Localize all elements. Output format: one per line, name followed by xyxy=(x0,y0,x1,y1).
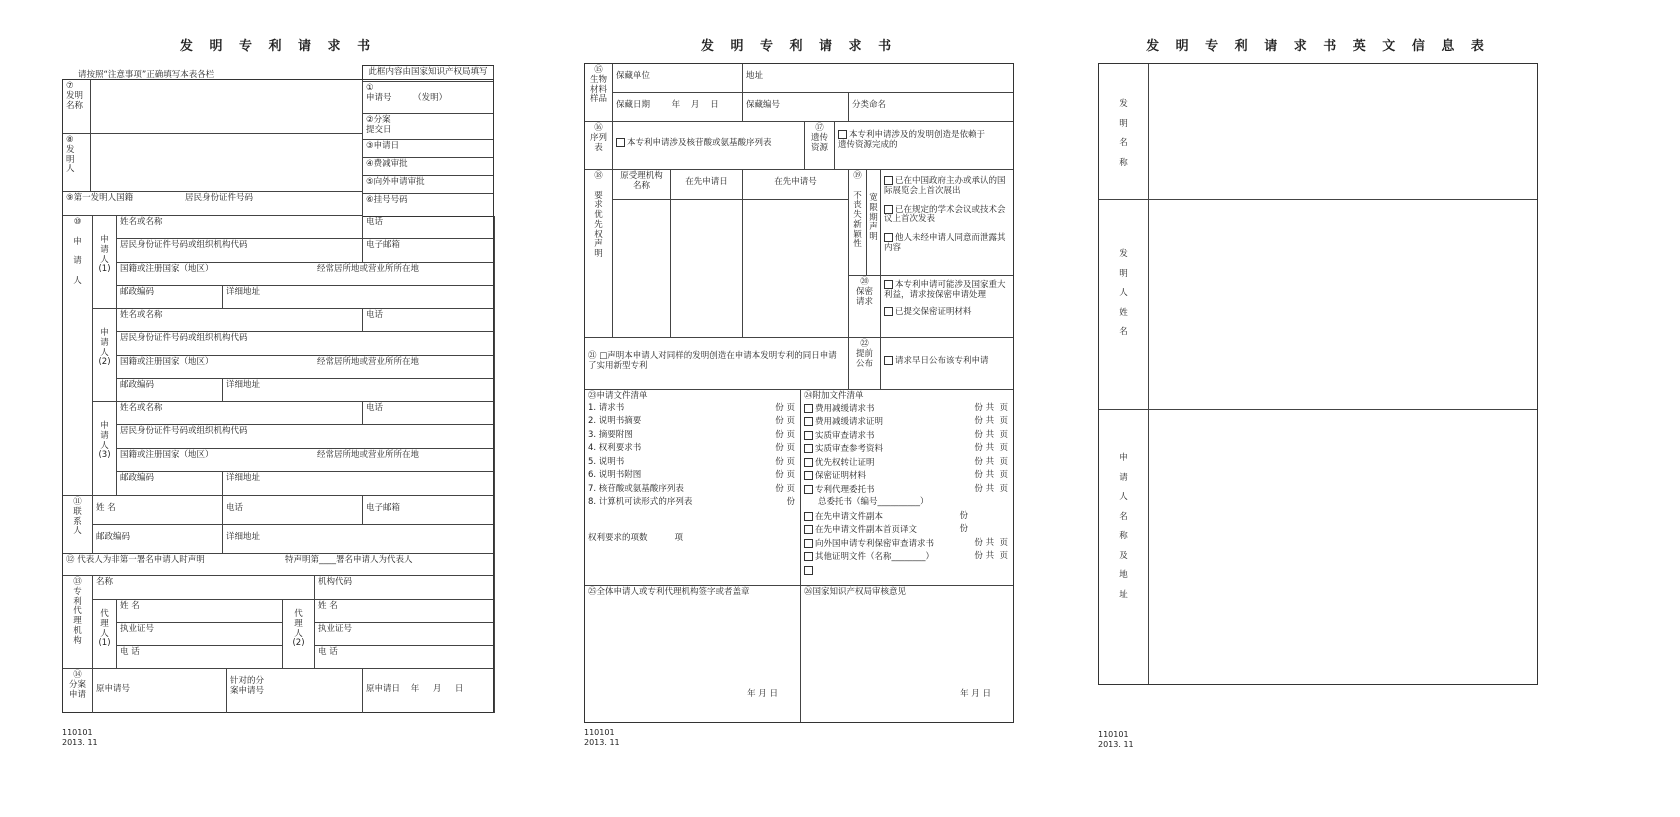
applicant-2-phone[interactable]: 电话 xyxy=(363,309,495,332)
doc-item xyxy=(588,471,797,485)
main-form xyxy=(584,63,1014,723)
applicant-3-phone[interactable]: 电话 xyxy=(363,402,495,425)
applicant-1-tag: 申 请 人 (1) xyxy=(93,216,117,309)
attach-checkbox[interactable] xyxy=(804,444,813,453)
page-title: 发 明 专 利 请 求 书 xyxy=(700,39,898,54)
bio-label: ⑮ 生物 材料 样品 xyxy=(585,64,613,122)
novelty-checkbox-3[interactable] xyxy=(884,233,893,242)
attach-item[interactable] xyxy=(804,498,1010,512)
docs-list xyxy=(588,404,797,512)
contact-label: ⑪ 联 系 人 xyxy=(63,496,93,554)
first-inventor-label: ⑨第一发明人国籍 xyxy=(66,193,134,203)
attach-item-label: 在先申请文件副本首页译文 xyxy=(815,525,918,536)
applicant-3-postal[interactable]: 邮政编码 xyxy=(117,472,223,496)
secrecy-options xyxy=(881,276,1013,338)
attach-list xyxy=(804,404,1010,577)
seq-option[interactable] xyxy=(613,122,805,170)
novelty-label: ⑲ 不 丧 失 新 颖 性 xyxy=(849,170,867,276)
priority-label: ⑱ 要 求 优 先 权 声 明 xyxy=(585,170,613,338)
attach-item-unit: 份 共 页 xyxy=(974,470,1008,481)
novelty-item-1[interactable] xyxy=(884,176,1010,197)
priority-header-date: 在先申请日 xyxy=(671,170,743,200)
claims-count: 权利要求的项数 项 xyxy=(588,532,684,543)
secrecy-checkbox-1[interactable] xyxy=(884,280,893,289)
novelty-text-3: 他人未经申请人同意而泄露其内容 xyxy=(884,233,1006,253)
form-code: 110101 2013. 11 xyxy=(584,728,620,747)
bio-number[interactable]: 保藏编号 xyxy=(743,93,849,122)
english-applicant-field[interactable] xyxy=(1149,410,1537,684)
attach-panel xyxy=(801,390,1013,586)
secrecy-checkbox-2[interactable] xyxy=(884,307,893,316)
attach-item-unit: 份 共 页 xyxy=(974,416,1008,427)
genetic-text: 本专利申请涉及的发明创造是依赖于 遗传资源完成的 xyxy=(838,130,986,150)
applicant-2-nationality-row[interactable] xyxy=(117,356,495,379)
english-inventor-field[interactable] xyxy=(1149,200,1537,410)
office-field-app-no: ① 申请号 （发明） xyxy=(363,82,494,114)
agent-1-name[interactable]: 姓 名 xyxy=(117,600,283,623)
applicant-1-name[interactable]: 姓名或名称 xyxy=(117,216,363,239)
agent-1-cert[interactable]: 执业证号 xyxy=(117,623,283,646)
division-label: ⑭ 分案 申请 xyxy=(63,669,93,713)
bio-address[interactable]: 地址 xyxy=(743,64,1013,93)
original-app-date[interactable]: 原申请日 年 月 日 xyxy=(363,669,495,713)
office-field-filing-date: ③申请日 xyxy=(363,140,494,158)
applicant-label: ⑩ 申 请 人 xyxy=(63,216,93,496)
applicant-1-residence: 经常居所地或营业所所在地 xyxy=(317,264,420,274)
page-title: 发 明 专 利 请 求 书 xyxy=(179,39,377,54)
review-label: ㉖国家知识产权局审核意见 xyxy=(804,587,907,597)
doc-item-label: 1. 请求书 xyxy=(588,402,625,413)
attach-item-unit: 份 共 页 xyxy=(974,456,1008,467)
applicant-3-tag: 申 请 人 (3) xyxy=(93,402,117,496)
secrecy-text-1: 本专利申请可能涉及国家重大利益，请求按保密申请处理 xyxy=(884,280,1006,300)
early-label: ㉒ 提前 公布 xyxy=(849,338,881,390)
bio-class[interactable]: 分类命名 xyxy=(849,93,1013,122)
attach-item-unit: 份 共 页 xyxy=(974,483,1008,494)
attach-item-blank[interactable] xyxy=(804,566,1010,577)
attach-checkbox[interactable] xyxy=(804,404,813,413)
attach-item[interactable] xyxy=(804,512,1010,526)
inventor-field[interactable] xyxy=(91,134,363,192)
secrecy-text-2: 已提交保密证明材料 xyxy=(895,306,972,317)
seq-text: 本专利申请涉及核苷酸或氨基酸序列表 xyxy=(627,138,772,148)
early-option[interactable] xyxy=(881,338,1013,390)
priority-col-date[interactable] xyxy=(671,200,743,338)
page-title: 发 明 专 利 请 求 书 英 文 信 息 表 xyxy=(1146,39,1490,54)
grace-label: 宽 限 期 声 明 xyxy=(867,170,881,276)
representative-declaration: 特声明第____署名申请人为代表人 xyxy=(285,555,413,565)
attach-item[interactable] xyxy=(804,525,1010,539)
attach-item-label: 实质审查参考资料 xyxy=(815,444,884,455)
genetic-option[interactable] xyxy=(835,122,1013,170)
applicant-1-id[interactable]: 居民身份证件号码或组织机构代码 xyxy=(117,239,363,263)
signature-date: 年 月 日 xyxy=(747,689,778,699)
original-app-no[interactable]: 原申请号 xyxy=(93,669,227,713)
priority-header-office: 原受理机构 名称 xyxy=(613,170,671,200)
notice-text: 请按照“注意事项”正确填写本表各栏 xyxy=(78,70,215,80)
page-1 xyxy=(62,0,494,817)
attach-item-label: 在先申请文件副本 xyxy=(815,511,884,522)
applicant-1-address[interactable]: 详细地址 xyxy=(223,286,495,309)
applicant-2-residence: 经常居所地或营业所所在地 xyxy=(317,357,420,367)
seq-checkbox[interactable] xyxy=(616,138,625,147)
secrecy-item-1[interactable] xyxy=(884,280,1010,301)
priority-col-number[interactable] xyxy=(743,200,849,338)
applicant-3-address[interactable]: 详细地址 xyxy=(223,472,495,496)
attach-checkbox[interactable] xyxy=(804,471,813,480)
contact-email[interactable]: 电子邮箱 xyxy=(363,496,495,525)
doc-item-label: 4. 权利要求书 xyxy=(588,443,642,454)
first-inventor-row[interactable] xyxy=(63,192,363,216)
attach-item[interactable] xyxy=(804,552,1010,566)
page-2 xyxy=(584,0,1014,817)
attach-item[interactable] xyxy=(804,444,1010,458)
attach-item-label: 保密证明材料 xyxy=(815,471,867,482)
novelty-text-2: 已在规定的学术会议或技术会议上首次发表 xyxy=(884,204,1006,225)
office-field-foreign: ⑤向外申请审批 xyxy=(363,176,494,194)
english-info-form xyxy=(1098,63,1538,685)
applicant-1-postal[interactable]: 邮政编码 xyxy=(117,286,223,309)
attach-item-label: 总委托书（编号__________） xyxy=(818,497,929,508)
attach-item-unit: 份 xyxy=(959,524,968,535)
doc-item-unit: 份 页 xyxy=(775,416,795,427)
agency-name[interactable]: 名称 xyxy=(93,576,315,600)
invention-name-label: ⑦ 发明 名称 xyxy=(63,80,91,134)
form-right-border xyxy=(493,79,494,713)
id-number-label: 居民身份证件号码 xyxy=(185,193,254,203)
priority-header-number: 在先申请号 xyxy=(743,170,849,200)
agency-code[interactable]: 机构代码 xyxy=(315,576,495,600)
applicant-2-postal[interactable]: 邮政编码 xyxy=(117,379,223,402)
applicant-2-id[interactable]: 居民身份证件号码或组织机构代码 xyxy=(117,332,495,356)
docs-title: ㉓申请文件清单 xyxy=(588,391,648,401)
same-day-declaration[interactable]: ㉑ □声明本申请人对同样的发明创造在申请本发明专利的同日申请了实用新型专利 xyxy=(585,338,849,390)
attach-title: ㉔附加文件清单 xyxy=(804,391,864,401)
novelty-item-3[interactable] xyxy=(884,233,1010,254)
attach-item-unit: 份 共 页 xyxy=(974,537,1008,548)
attach-item-label: 其他证明文件（名称________） xyxy=(815,552,935,563)
office-field-division: ②分案 提交日 xyxy=(363,114,494,140)
agent-2-name[interactable]: 姓 名 xyxy=(315,600,495,623)
attach-checkbox[interactable] xyxy=(804,485,813,494)
attach-item-unit: 份 共 页 xyxy=(974,443,1008,454)
novelty-checkbox-1[interactable] xyxy=(884,176,893,185)
contact-name[interactable]: 姓 名 xyxy=(93,496,223,525)
english-invention-name-field[interactable] xyxy=(1149,64,1537,200)
attach-checkbox[interactable] xyxy=(804,525,813,534)
review-panel[interactable] xyxy=(801,586,1013,722)
applicant-2-address[interactable]: 详细地址 xyxy=(223,379,495,402)
contact-postal[interactable]: 邮政编码 xyxy=(93,525,223,554)
doc-item-unit: 份 页 xyxy=(775,429,795,440)
applicant-1-nationality: 国籍或注册国家（地区） xyxy=(120,264,214,274)
contact-address[interactable]: 详细地址 xyxy=(223,525,495,554)
office-field-fee: ④费减审批 xyxy=(363,158,494,176)
representative-row[interactable] xyxy=(63,554,495,576)
doc-item-label: 7. 核苷酸或氨基酸序列表 xyxy=(588,483,684,494)
doc-item-label: 5. 说明书 xyxy=(588,456,625,467)
main-form xyxy=(62,79,494,713)
doc-item-unit: 份 页 xyxy=(775,470,795,481)
early-checkbox[interactable] xyxy=(884,356,893,365)
attach-checkbox[interactable] xyxy=(804,539,813,548)
applicant-2-tag: 申 请 人 (2) xyxy=(93,309,117,402)
attach-item-label: 费用减缓请求书 xyxy=(815,403,875,414)
english-inventor-label: 发 明 人 姓 名 xyxy=(1099,200,1149,410)
review-date: 年 月 日 xyxy=(960,689,991,699)
doc-item xyxy=(588,444,797,458)
seq-label: ⑯ 序列 表 xyxy=(585,122,613,170)
novelty-options xyxy=(881,170,1013,276)
secrecy-item-2[interactable] xyxy=(884,307,1010,318)
doc-item xyxy=(588,417,797,431)
english-applicant-label: 申 请 人 名 称 及 地 址 xyxy=(1099,410,1149,684)
attach-item-label: 专利代理委托书 xyxy=(815,484,875,495)
signature-label: ㉕全体申请人或专利代理机构签字或者盖章 xyxy=(588,587,750,597)
doc-item-unit: 份 页 xyxy=(775,456,795,467)
english-invention-name-label: 发 明 名 称 xyxy=(1099,64,1149,200)
attach-item-label: 费用减缓请求证明 xyxy=(815,417,884,428)
priority-col-office[interactable] xyxy=(613,200,671,338)
agent-1-phone[interactable]: 电 话 xyxy=(117,646,283,669)
attach-item-unit: 份 共 页 xyxy=(974,551,1008,562)
office-field-reg-no: ⑥挂号号码 xyxy=(363,194,494,216)
applicant-3-nationality: 国籍或注册国家（地区） xyxy=(120,450,214,460)
agent-2-cert[interactable]: 执业证号 xyxy=(315,623,495,646)
doc-item-label: 6. 说明书附图 xyxy=(588,470,642,481)
applicant-1-phone[interactable]: 电话 xyxy=(363,216,495,239)
attach-item-unit: 份 共 页 xyxy=(974,429,1008,440)
contact-phone[interactable]: 电话 xyxy=(223,496,363,525)
applicant-3-name[interactable]: 姓名或名称 xyxy=(117,402,363,425)
applicant-2-nationality: 国籍或注册国家（地区） xyxy=(120,357,214,367)
doc-item-label: 2. 说明书摘要 xyxy=(588,416,642,427)
doc-item-unit: 份 页 xyxy=(775,483,795,494)
genetic-checkbox[interactable] xyxy=(838,130,847,139)
inventor-label: ⑧ 发 明 人 xyxy=(63,134,91,192)
novelty-checkbox-2[interactable] xyxy=(884,205,893,214)
attach-checkbox[interactable] xyxy=(804,458,813,467)
agency-label: ⑬ 专 利 代 理 机 构 xyxy=(63,576,93,669)
office-use-header: 此框内容由国家知识产权局填写 xyxy=(363,66,494,82)
attach-item-label: 优先权转让证明 xyxy=(815,457,875,468)
genetic-label: ⑰ 遗传 资源 xyxy=(805,122,835,170)
signature-panel[interactable] xyxy=(585,586,801,722)
bio-unit[interactable]: 保藏单位 xyxy=(613,64,743,93)
attach-item-unit: 份 xyxy=(959,510,968,521)
doc-item-unit: 份 页 xyxy=(775,443,795,454)
attach-item-label: 实质审查请求书 xyxy=(815,430,875,441)
form-code: 110101 2013. 11 xyxy=(62,728,98,747)
applicant-3-residence: 经常居所地或营业所所在地 xyxy=(317,450,420,460)
early-text: 请求早日公布该专利申请 xyxy=(895,356,989,366)
attach-item-label: 向外国申请专利保密审查请求书 xyxy=(815,538,935,549)
attach-checkbox[interactable] xyxy=(804,431,813,440)
applicant-1-nationality-row[interactable] xyxy=(117,263,495,286)
invention-name-field[interactable] xyxy=(91,80,363,134)
docs-panel xyxy=(585,390,801,586)
applicant-3-id[interactable]: 居民身份证件号码或组织机构代码 xyxy=(117,425,495,449)
secrecy-label: ⑳ 保密 请求 xyxy=(849,276,881,338)
doc-item-unit: 份 页 xyxy=(775,402,795,413)
applicant-2-name[interactable]: 姓名或名称 xyxy=(117,309,363,332)
agent-1-tag: 代 理 人 (1) xyxy=(93,600,117,669)
doc-item-label: 8. 计算机可读形式的序列表 xyxy=(588,497,693,508)
doc-item-label: 3. 摘要附图 xyxy=(588,429,633,440)
bio-date[interactable]: 保藏日期 年 月 日 xyxy=(613,93,743,122)
attach-checkbox[interactable] xyxy=(804,417,813,426)
attach-item[interactable] xyxy=(804,417,1010,431)
applicant-3-nationality-row[interactable] xyxy=(117,449,495,472)
representative-label: ⑫ 代表人为非第一署名申请人时声明 xyxy=(66,555,205,565)
novelty-item-2[interactable] xyxy=(884,205,1010,226)
target-app-no[interactable]: 针对的分 案申请号 xyxy=(227,669,363,713)
doc-item-unit: 份 xyxy=(786,497,795,508)
applicant-1-email[interactable]: 电子邮箱 xyxy=(363,239,495,263)
novelty-text-1: 已在中国政府主办或承认的国际展览会上首次展出 xyxy=(884,176,1006,196)
form-code: 110101 2013. 11 xyxy=(1098,730,1134,749)
attach-checkbox[interactable] xyxy=(804,552,813,561)
attach-item-unit: 份 共 页 xyxy=(974,402,1008,413)
page-3 xyxy=(1098,0,1538,817)
doc-item xyxy=(588,498,797,512)
attach-item[interactable] xyxy=(804,471,1010,485)
attach-checkbox[interactable] xyxy=(804,566,813,575)
attach-checkbox[interactable] xyxy=(804,512,813,521)
agent-2-phone[interactable]: 电 话 xyxy=(315,646,495,669)
agent-2-tag: 代 理 人 (2) xyxy=(283,600,315,669)
